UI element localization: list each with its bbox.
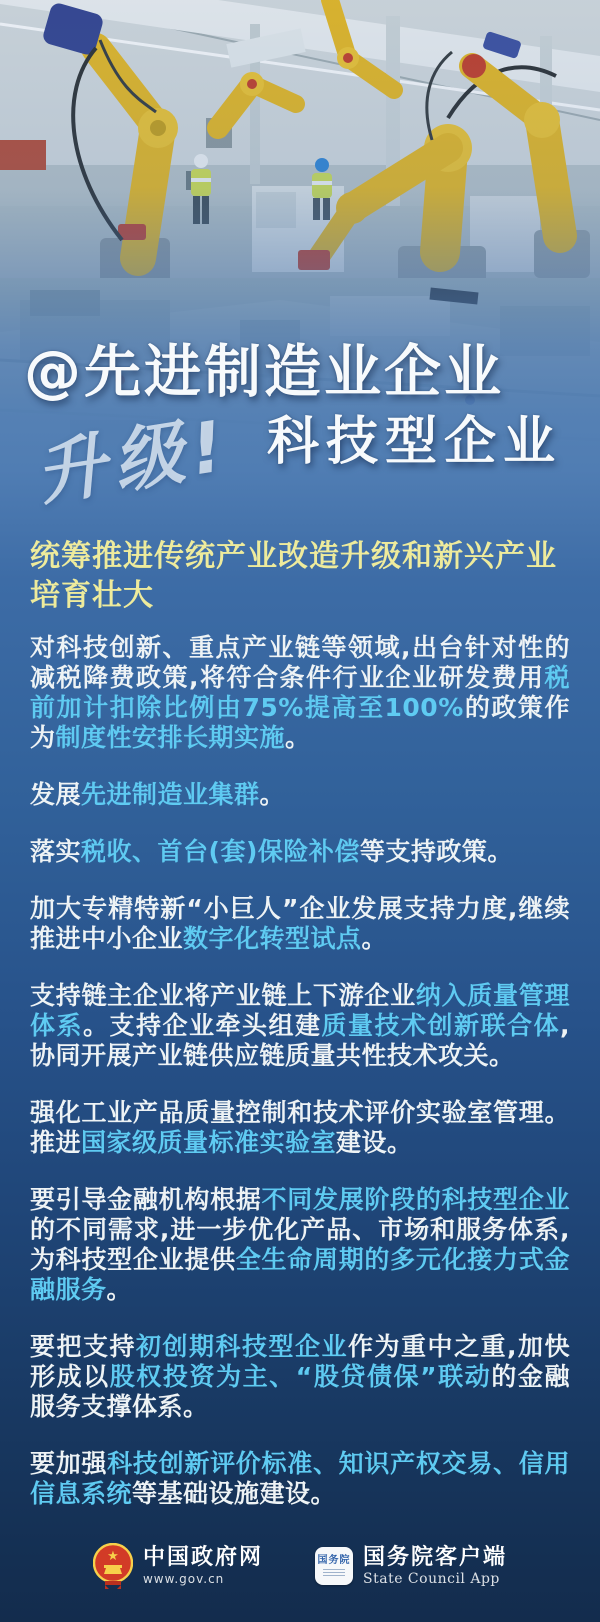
paragraph-list: [30, 633, 570, 1509]
body-text: 的不同需求,进一步优化产品、市场和服务体系,为科技型企业提供: [30, 1215, 570, 1274]
body-paragraph: [30, 837, 570, 867]
highlighted-text: 制度性安排长期实施: [55, 723, 286, 752]
app-icon-label: 国务院: [317, 1555, 351, 1566]
hero-titles: [0, 0, 600, 516]
body-text: 发展: [30, 780, 82, 809]
highlighted-text: 数字化转型试点: [183, 924, 362, 953]
highlighted-text: 先进制造业集群: [81, 780, 260, 809]
highlighted-text: 全生命周期的多元化接力式金融服务: [30, 1245, 570, 1304]
highlighted-text: 质量技术创新联合体: [321, 1011, 560, 1040]
body-text: 。: [106, 1275, 133, 1304]
body-text: 。: [259, 780, 286, 809]
svg-text:★: ★: [107, 1549, 119, 1564]
body-text: 加大专精特新“小巨人”企业发展支持力度,继续推进中小企业: [30, 894, 570, 953]
highlighted-text: 不同发展阶段的科技型企业: [261, 1185, 570, 1214]
footer: [0, 1543, 600, 1589]
body-text: ,协同开展产业链供应链质量共性技术攻关。: [30, 1011, 570, 1070]
highlighted-text: 税收、首台(套)保险补偿: [81, 837, 360, 866]
body-paragraph: [30, 633, 570, 753]
highlighted-text: 初创期科技型企业: [136, 1332, 348, 1361]
body-text: 作为重中之重,加快形成以: [30, 1332, 570, 1391]
poster-title-line2: 科技型企业: [266, 412, 562, 472]
body-text: 强化工业产品质量控制和技术评价实验室管理。推进: [30, 1098, 570, 1157]
gov-logo-texts: [143, 1545, 263, 1587]
body-paragraph: [30, 780, 570, 810]
body-text: 落实: [30, 837, 82, 866]
body-paragraph: [30, 1185, 570, 1305]
state-council-app-icon: [315, 1547, 353, 1585]
upgrade-stamp-text: 升级!: [30, 404, 237, 516]
body-text: 等支持政策。: [359, 837, 513, 866]
highlighted-text: 国家级质量标准实验室: [81, 1128, 337, 1157]
app-icon-decoration: [323, 1569, 345, 1577]
body-text: 要把支持: [30, 1332, 136, 1361]
poster-title-line1: @先进制造业企业: [24, 339, 504, 405]
body-paragraph: [30, 1332, 570, 1422]
body-text: 建设。: [336, 1128, 413, 1157]
national-emblem-icon: [93, 1543, 133, 1589]
gov-site-name: 中国政府网: [142, 1545, 263, 1570]
body-text: 。支持企业牵头组建: [83, 1011, 322, 1040]
highlighted-text: 税前加计扣除比例由75%提高至100%: [30, 663, 570, 722]
highlighted-text: 股权投资为主、“股贷债保”联动: [109, 1362, 492, 1391]
body-text: 等基础设施建设。: [132, 1479, 337, 1508]
body-text: 的政策作为: [30, 693, 570, 752]
body-paragraph: [30, 1098, 570, 1158]
app-logo-texts: [363, 1545, 507, 1587]
body-text: 要引导金融机构根据: [30, 1185, 262, 1214]
body-text: 。: [285, 723, 311, 752]
body-paragraph: [30, 981, 570, 1071]
hero-photo: [0, 0, 600, 516]
highlighted-text: 纳入质量管理体系: [30, 981, 570, 1040]
gov-site-url: www.gov.cn: [142, 1572, 225, 1586]
body-paragraph: [30, 894, 570, 954]
body-paragraph: [30, 1449, 570, 1509]
section-heading: 统筹推进传统产业改造升级和新兴产业培育壮大: [30, 539, 557, 613]
body-content: [30, 537, 570, 1509]
highlighted-text: 科技创新评价标准、知识产权交易、信用信息系统: [30, 1449, 570, 1508]
body-text: 。: [361, 924, 388, 953]
body-text: 对科技创新、重点产业链等领域,出台针对性的减税降费政策,将符合条件行业企业研发费用: [30, 633, 570, 692]
app-subtitle: State Council App: [363, 1571, 500, 1587]
body-text: 的金融服务支撑体系。: [30, 1362, 570, 1421]
app-name: 国务院客户端: [363, 1545, 508, 1570]
body-text: 要加强: [30, 1449, 108, 1478]
body-text: 支持链主企业将产业链上下游企业: [30, 981, 416, 1010]
gov-logo-group: [93, 1543, 263, 1589]
app-logo-group: [315, 1545, 507, 1587]
